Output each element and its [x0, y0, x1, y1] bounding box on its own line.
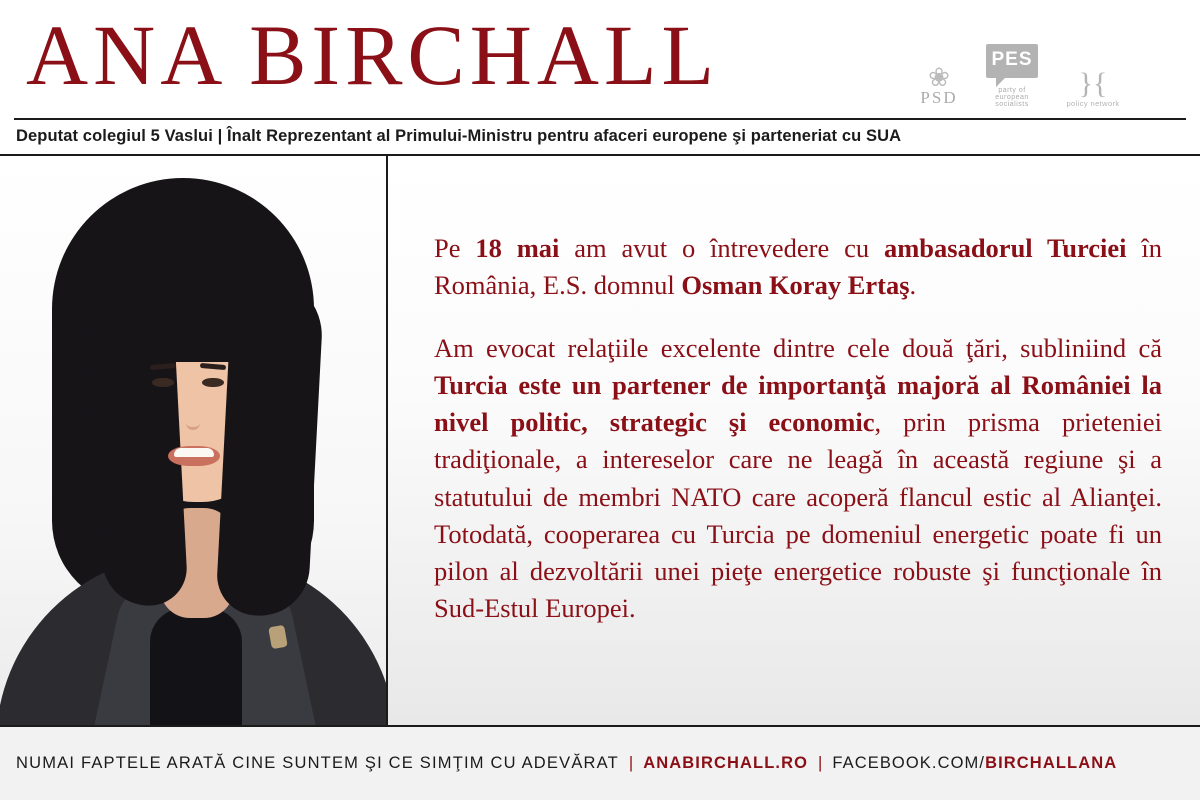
portrait-eye-right	[202, 378, 224, 387]
portrait-eye-left	[152, 378, 174, 387]
footer-separator-1: |	[628, 754, 634, 772]
rose-icon: ❀	[928, 62, 950, 92]
pes-logo-subtext: party of european socialists	[995, 87, 1029, 108]
header-subtitle: Deputat colegiul 5 Vaslui | Înalt Reprezentant al Primului-Ministru pentru afaceri europene şi parteneriat cu SUA	[16, 127, 902, 145]
footer-facebook-link[interactable]	[832, 754, 1117, 773]
message-paragraph-2	[434, 330, 1162, 627]
footer	[0, 725, 1200, 800]
p2-text-2: , prin prisma prieteniei tradiţionale, a intereselor care ne leagă în această regiune şi a statutului de membri NATO care acoperă flancul estic al Alianţei. Totodată, cooperarea cu Turcia pe domeniul energetic poate fi un pilon al dezvoltării unei pieţe energetice robuste şi funcţionale în Sud-Estul Europei.	[434, 407, 1163, 623]
p1-bold-person: Osman Koray Ertaş	[681, 270, 910, 301]
brace-icon: }{	[1078, 67, 1108, 100]
header	[0, 0, 1200, 118]
message-paragraph-1	[434, 230, 1162, 304]
p2-text-1: Am evocat relaţiile excelente dintre cele două ţări, subliniind că	[434, 333, 1162, 364]
portrait-photo	[0, 156, 386, 761]
p1-text-3: în România, E.S. domnul	[434, 233, 1163, 301]
page-title: ANA BIRCHALL	[26, 7, 720, 103]
pes-logo-label: PES	[986, 44, 1038, 78]
footer-slogan: NUMAI FAPTELE ARATĂ CINE SUNTEM ŞI CE SIMŢIM CU ADEVĂRAT	[16, 754, 619, 772]
psd-logo-label: PSD	[920, 88, 958, 107]
footer-facebook-handle: BIRCHALLANA	[985, 754, 1118, 772]
portrait-teeth	[174, 448, 214, 457]
portrait-nose	[186, 408, 200, 430]
logo-group	[910, 44, 1130, 108]
footer-separator-2: |	[818, 754, 823, 772]
p1-text-4: .	[909, 270, 917, 301]
p1-text-2: am avut o întrevedere cu	[559, 233, 884, 263]
p2-bold-statement: Turcia este un partener de importanţă majoră al României la nivel politic, strategic şi economic	[434, 370, 1162, 438]
footer-facebook-prefix: FACEBOOK.COM/	[832, 754, 986, 772]
p1-bold-ambassador: ambasadorul Turciei	[883, 233, 1127, 263]
portrait-fringe	[128, 282, 272, 362]
message-panel	[386, 156, 1200, 761]
p1-bold-date: 18 mai	[475, 233, 560, 263]
psd-logo	[910, 62, 968, 108]
p1-text-1: Pe	[434, 233, 476, 263]
policy-network-label: policy network	[1066, 99, 1120, 108]
policy-network-logo	[1056, 67, 1130, 108]
footer-website-link[interactable]: ANABIRCHALL.RO	[643, 754, 809, 772]
pes-logo	[986, 44, 1038, 108]
body	[0, 154, 1200, 759]
